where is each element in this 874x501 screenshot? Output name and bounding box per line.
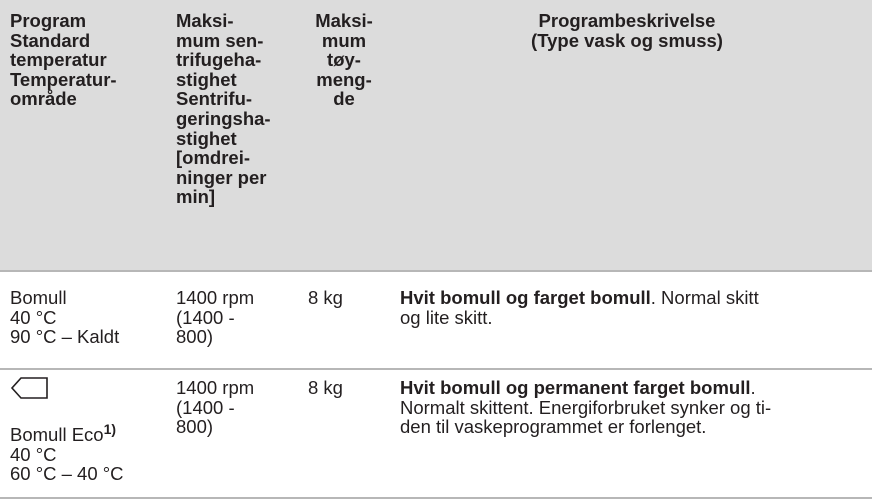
header-description: Programbeskrivelse (Type vask og smuss)	[531, 10, 723, 51]
description-bold: Hvit bomull og permanent farget bomull	[400, 377, 751, 398]
description-cell	[400, 378, 865, 437]
header-program: Program Standard temperatur Temperatur- område	[10, 10, 117, 110]
program-name: Bomull Eco	[10, 424, 104, 445]
description-bold: Hvit bomull og farget bomull	[400, 287, 651, 308]
footnote-marker: 1)	[103, 421, 117, 437]
program-cell	[10, 420, 170, 484]
program-temps: 40 °C 60 °C – 40 °C	[10, 443, 124, 485]
table-row	[0, 272, 872, 368]
spin-cell: 1400 rpm (1400 - 800)	[176, 377, 255, 438]
header-max-spin: Maksi- mum sen- trifugeha- stighet Sentrifu- geringsha- stighet [omdrei- ninger per min]	[176, 10, 271, 208]
description-cell	[400, 288, 865, 327]
load-cell: 8 kg	[308, 287, 343, 308]
header-max-load: Maksi- mum tøy- meng- de	[315, 10, 373, 110]
program-cell: Bomull 40 °C 90 °C – Kaldt	[10, 287, 120, 348]
description-text: . Normalt skittent. Energiforbruket synker og ti- den til vaskeprogrammet er forlenget.	[400, 377, 772, 438]
spin-cell: 1400 rpm (1400 - 800)	[176, 287, 255, 348]
load-cell: 8 kg	[308, 377, 343, 398]
table-row	[0, 370, 872, 497]
description-text: . Normal skitt og lite skitt.	[400, 287, 759, 328]
eco-program-icon	[10, 376, 50, 400]
table-bottom-border	[0, 497, 872, 499]
